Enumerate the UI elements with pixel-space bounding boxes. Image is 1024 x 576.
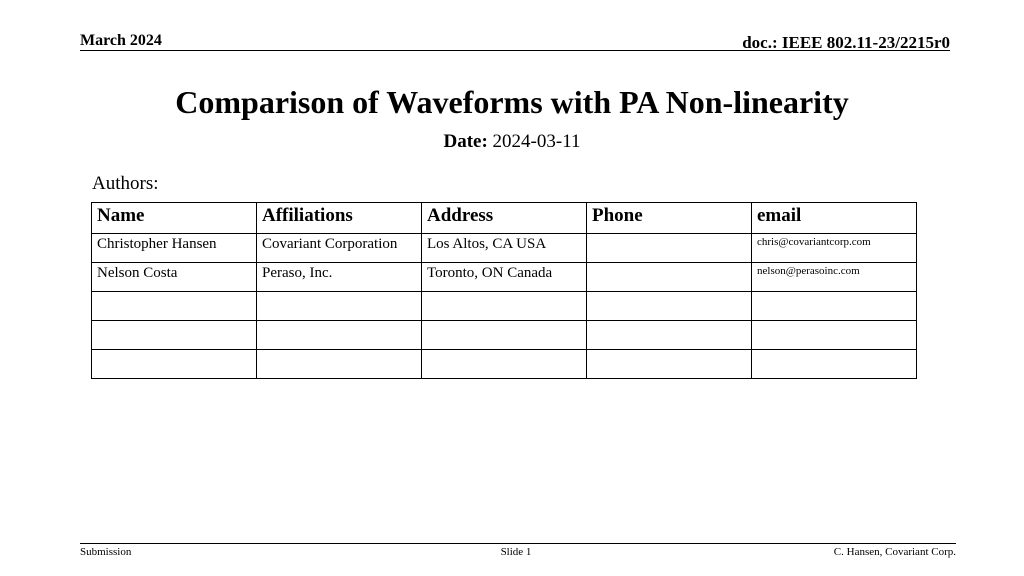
table-cell: Los Altos, CA USA [422,234,587,263]
authors-table [91,202,917,379]
table-cell [422,292,587,321]
date-line [0,131,1024,153]
table-cell [752,292,917,321]
table-cell [587,234,752,263]
slide-title: Comparison of Waveforms with PA Non-linearity [175,84,849,120]
table-cell-email: nelson@perasoinc.com [752,263,917,292]
date-value: 2024-03-11 [492,131,581,152]
table-cell [752,350,917,379]
column-header-phone: Phone [587,203,752,234]
authors-label: Authors: [92,173,159,194]
table-cell: Covariant Corporation [257,234,422,263]
footer-rule [80,543,956,544]
table-row [92,350,917,379]
table-cell [257,292,422,321]
table-cell: Christopher Hansen [92,234,257,263]
table-cell: Peraso, Inc. [257,263,422,292]
table-cell: Toronto, ON Canada [422,263,587,292]
table-cell [587,321,752,350]
footer-slide-number: Slide 1 [500,546,532,558]
table-row [92,292,917,321]
table-row [92,321,917,350]
table-header-row [92,203,917,234]
header-rule [80,50,950,51]
footer-author: C. Hansen, Covariant Corp. [833,546,956,558]
table-cell-email: chris@covariantcorp.com [752,234,917,263]
header-doc-id: doc.: IEEE 802.11-23/2215r0 [742,33,950,52]
date-label: Date: [443,131,488,152]
table-cell [587,350,752,379]
header-date: March 2024 [80,32,162,49]
table-cell [587,292,752,321]
table-cell [92,350,257,379]
table-cell [92,292,257,321]
column-header-address: Address [422,203,587,234]
column-header-email: email [752,203,917,234]
column-header-name: Name [92,203,257,234]
table-row [92,234,917,263]
table-cell [257,321,422,350]
table-cell [257,350,422,379]
table-cell [92,321,257,350]
column-header-affiliations: Affiliations [257,203,422,234]
table-cell [422,321,587,350]
table-cell: Nelson Costa [92,263,257,292]
footer-submission: Submission [80,546,132,558]
table-row [92,263,917,292]
table-cell [752,321,917,350]
table-cell [587,263,752,292]
table-cell [422,350,587,379]
